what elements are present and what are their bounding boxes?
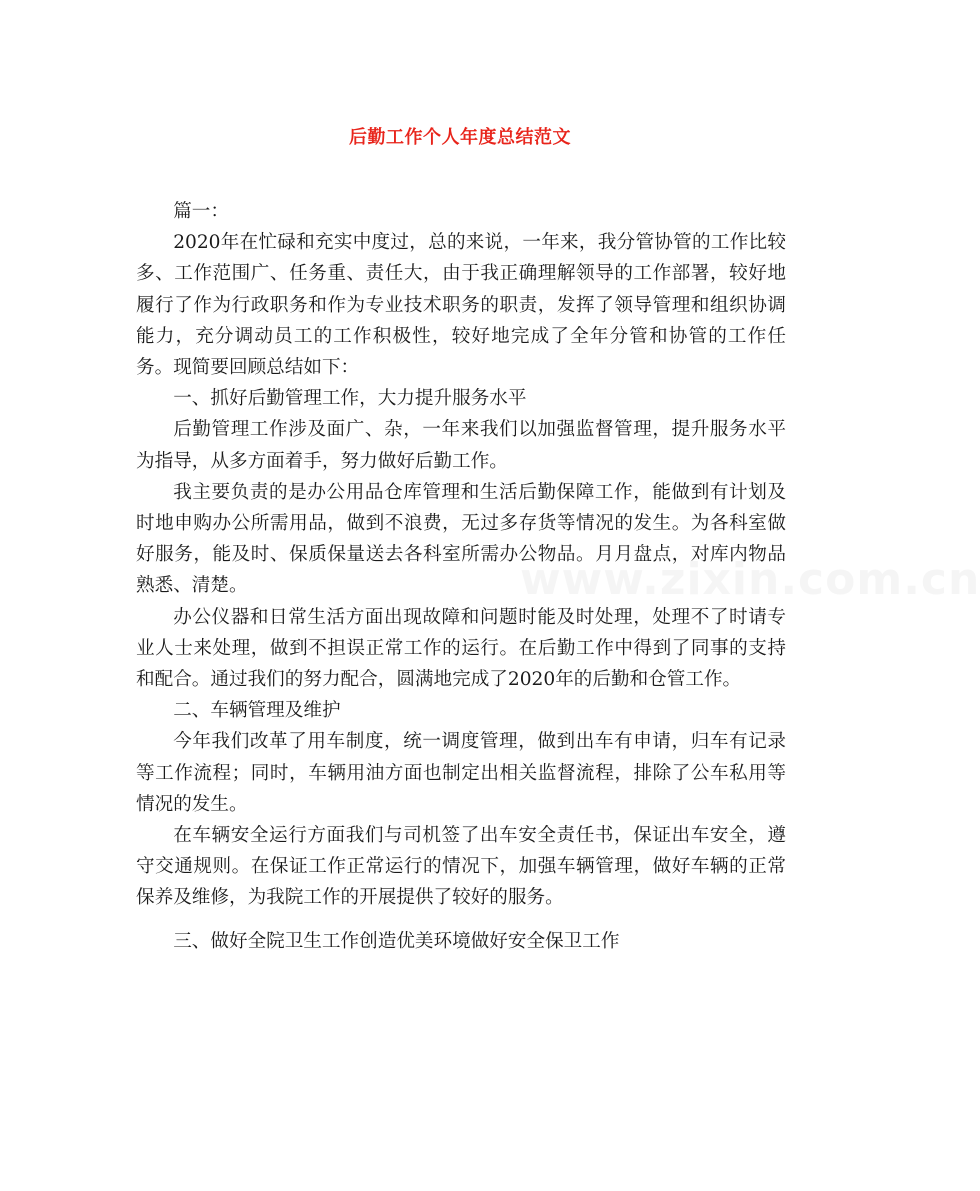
intro-paragraph: 2020年在忙碌和充实中度过，总的来说，一年来，我分管协管的工作比较多、工作范围广、任务重、责任大，由于我正确理解领导的工作部署，较好地履行了作为行政职务和作为专业技术职务的职责，发挥了领导管理和组织协调能力，充分调动员工的工作积极性，较好地完成了全年分管和协管的工作任务。现简要回顾总结如下：: [136, 232, 786, 379]
document-body: [136, 196, 786, 957]
heading-two: 二、车辆管理及维护: [173, 700, 341, 722]
section-label: 篇一：: [173, 201, 229, 222]
heading-one: 一、抓好后勤管理工作，大力提升服务水平: [173, 388, 527, 410]
paragraph-vehicle-safety: 在车辆安全运行方面我们与司机签了出车安全责任书，保证出车安全，遵守交通规则。在保证工作正常运行的情况下，加强车辆管理，做好车辆的正常保养及维修，为我院工作的开展提供了较好的服务。: [136, 825, 786, 909]
heading-three: 三、做好全院卫生工作创造优美环境做好安全保卫工作: [173, 930, 620, 952]
watermark: www.zixin.com.cn: [520, 554, 980, 605]
paragraph-office-supplies: 我主要负责的是办公用品仓库管理和生活后勤保障工作，能做到有计划及时地申购办公所需用品，做到不浪费，无过多存货等情况的发生。为各科室做好服务，能及时、保质保量送去各科室所需办公物品。月月盘点，对库内物品熟悉、清楚。: [136, 481, 786, 597]
paragraph-vehicle-policy: 今年我们改革了用车制度，统一调度管理，做到出车有申请，归车有记录等工作流程；同时，车辆用油方面也制定出相关监督流程，排除了公车私用等情况的发生。: [136, 731, 786, 815]
paragraph-logistics: 后勤管理工作涉及面广、杂，一年来我们以加强监督管理，提升服务水平为指导，从多方面着手，努力做好后勤工作。: [136, 419, 786, 472]
paragraph-equipment: 办公仪器和日常生活方面出现故障和问题时能及时处理，处理不了时请专业人士来处理，做到不担误正常工作的运行。在后勤工作中得到了同事的支持和配合。通过我们的努力配合，圆满地完成了2020年的后勤和仓管工作。: [136, 606, 786, 691]
document-title: 后勤工作个人年度总结范文: [349, 127, 571, 148]
